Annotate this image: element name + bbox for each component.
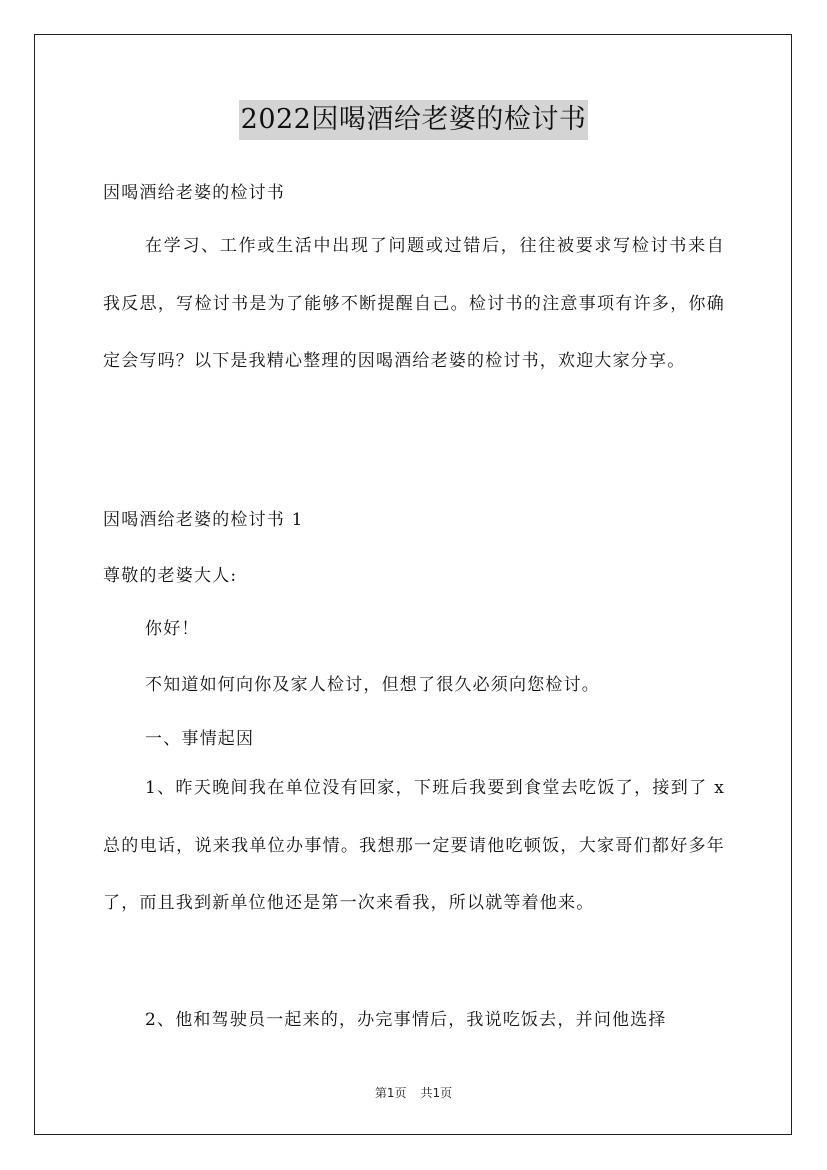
document-subtitle: 因喝酒给老婆的检讨书 <box>103 183 285 203</box>
cause-item-2: 2、他和驾驶员一起来的，办完事情后，我说吃饭去，并问他选择 <box>145 1010 667 1030</box>
document-title: 2022因喝酒给老婆的检讨书 <box>239 100 589 140</box>
greeting: 你好！ <box>145 619 200 639</box>
page-footer <box>0 1084 827 1101</box>
opening-paragraph: 不知道如何向你及家人检讨，但想了很久必须向您检讨。 <box>145 675 600 695</box>
section-heading: 因喝酒给老婆的检讨书 1 <box>103 510 304 530</box>
cause-heading: 一、事情起因 <box>145 729 255 749</box>
intro-paragraph: 在学习、工作或生活中出现了问题或过错后，往往被要求写检讨书来自我反思，写检讨书是为了能够不断提醒自己。检讨书的注意事项有许多，你确定会写吗？以下是我精心整理的因喝酒给老婆的检讨书，欢迎大家分享。 <box>103 236 725 372</box>
cause-item-1: 1、昨天晚间我在单位没有回家，下班后我要到食堂去吃饭了，接到了 x 总的电话，说来我单位办事情。我想那一定要请他吃顿饭，大家哥们都好多年了，而且我到新单位他还是第一次来看我，所以就等着他来。 <box>103 778 725 914</box>
total-pages: 共1页 <box>420 1086 453 1100</box>
page-number: 第1页 <box>374 1086 407 1100</box>
salutation: 尊敬的老婆大人: <box>103 566 238 586</box>
title-container <box>0 100 827 140</box>
